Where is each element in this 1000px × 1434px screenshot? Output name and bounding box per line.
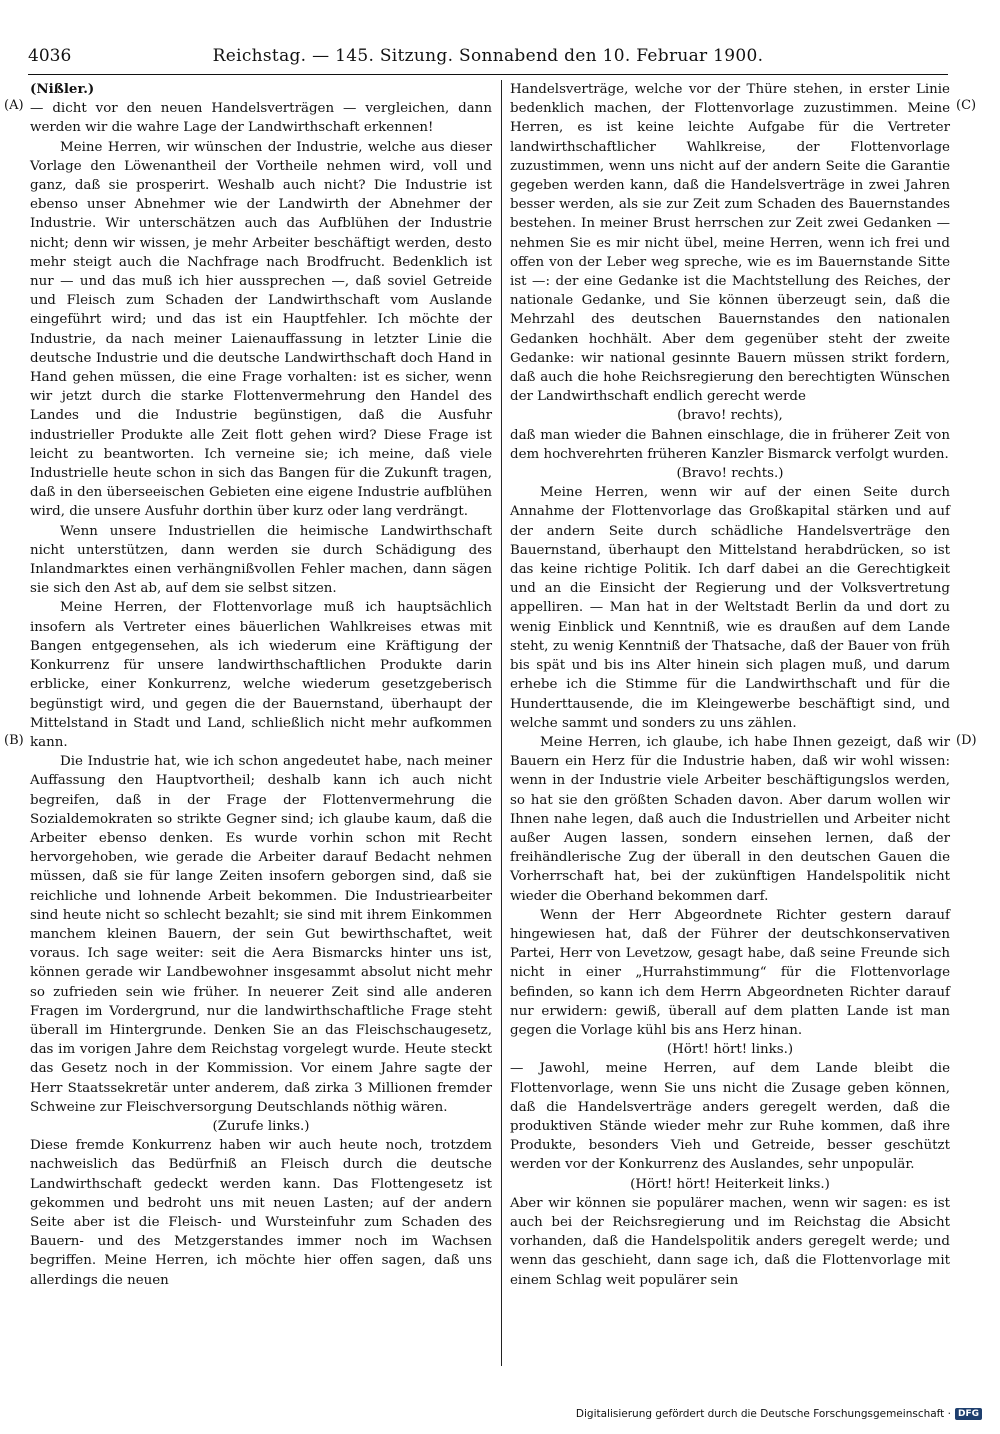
paragraph-continuation: daß man wieder die Bahnen einschlage, die in früherer Zeit von dem hochverehrten früheren Kanzler Bismarck verfolgt wurden. [510,427,950,462]
paragraph: Meine Herren, der Flottenvorlage muß ich hauptsächlich insofern als Vertreter eines bäuerlichen Wahlkreises etwas mit Bangen entgegensehen, als ich wiederum eine Kräftigung der Konkurrenz für unsere landwirthschaftlichen Produkte darin erblicke, einer Konkurrenz, welche wiederum gesetzgeberisch begünstigt wird, und gegen die der Bauernstand, überhaupt der Mittelstand in Stadt und Land, schließlich nicht mehr aufkommen kann. [30,600,492,750]
paragraph-continuation: Handelsverträge, welche vor der Thüre stehen, in erster Linie bedenklich machen, der Flottenvorlage zuzustimmen. Meine Herren, es ist keine leichte Aufgabe für die Vertreter landwirthschaftlicher Wahlkreise, der Flottenvorlage zuzustimmen, wenn uns nicht auf der andern Seite die Garantie gegeben werden kann, daß die Handelsverträge in zwei Jahren besser werden, als sie zur Zeit zum Schaden des Bauernstandes bestehen. In meiner Brust herrschen zur Zeit zwei Gedanken — nehmen Sie es mir nicht übel, meine Herren, wenn ich frei und offen von der Leber weg spreche, wie es im Bauernstande Sitte ist —: der eine Gedanke ist die Machtstellung des Reiches, der nationale Gedanke, und Sie können überzeugt sein, daß die Mehrzahl des deutschen Bauernstandes den nationalen Gedanken hochhält. Aber dem gegenüber steht der zweite Gedanke: wir national gesinnte Bauern müssen strikt fordern, daß auch die hohe Reichsregierung den berechtigten Wünschen der Landwirthschaft endlich gerecht werde [510,82,950,405]
paragraph: Wenn unsere Industriellen die heimische Landwirthschaft nicht unterstützen, dann werden sie durch Schädigung des Inlandmarktes einen verhängnißvollen Fehler machen, dann sägen sie sich den Ast ab, auf dem sie selbst sitzen. [30,523,492,597]
dfg-logo-icon: DFG [955,1408,982,1420]
margin-mark-d: (D) [956,733,977,748]
footer-credit [576,1408,982,1420]
left-text-column [30,80,492,1366]
page-number: 4036 [28,46,72,66]
interjection: (Bravo! rechts.) [676,466,784,482]
paragraph: Meine Herren, wenn wir auf der einen Seite durch Annahme der Flottenvorlage das Großkapital stärken und auf der andern Seite durch schädliche Handelsverträge den Bauernstand, überhaupt den Mittelstand herabdrücken, so ist das keine richtige Politik. Ich darf dabei an die Gerechtigkeit und an die Einsicht der Regierung und der Volksvertretung appelliren. — Man hat in der Weltstadt Berlin da und dort zu wenig Einblick und Kenntniß, wie es draußen auf dem Lande steht, zu wenig Kenntniß der Thatsache, daß der Bauer von früh bis spät und bis ins Alter hinein sich plagen muß, und darum erhebe ich die Stimme für die Landwirthschaft und für die Hunderttausende, die im Kleingewerbe beschäftigt sind, und welche sammt und sonders zu uns zählen. [510,485,950,731]
paragraph-continuation: — dicht vor den neuen Handelsverträgen — vergleichen, dann werden wir die wahre Lage der Landwirthschaft erkennen! [30,101,492,136]
paragraph: Die Industrie hat, wie ich schon angedeutet habe, nach meiner Auffassung den Hauptvortheil; deshalb kann ich auch nicht begreifen, daß in der Frage der Flottenvermehrung die Sozialdemokraten so strikte Gegner sind; ich glaube kaum, daß die Arbeiter ebenso denken. Es wurde vorhin schon mit Recht hervorgehoben, wie gerade die Arbeiter darauf Bedacht nehmen müssen, daß sie für lange Zeiten insofern geborgen sind, daß sie reichliche und lohnende Arbeit bekommen. Die Industriearbeiter sind heute nicht so schlecht bezahlt; sie sind mit ihrem Einkommen manchem kleinen Bauern, der sein Gut bewirthschaftet, weit voraus. Ich sage weiter: seit die Aera Bismarcks hinter uns ist, können gerade wir Landbewohner insgesammt absolut nicht mehr so zufrieden sein wie früher. In neuerer Zeit sind alle anderen Fragen im Vordergrund, nur die landwirthschaftliche Frage steht überall im Hintergrunde. Denken Sie an das Fleischschaugesetz, das im vorigen Jahre dem Reichstag vorgelegt wurde. Heute steckt das Gesetz noch in der Kommission. Vor einem Jahre sagte der Herr Staatssekretär unter anderem, daß zirka 3 Millionen fremder Schweine zur Fleischversorgung Deutschlands nöthig wären. [30,754,492,1115]
margin-mark-b: (B) [4,733,24,748]
paragraph-continuation: Diese fremde Konkurrenz haben wir auch heute noch, trotzdem nachweislich das Bedürfniß an Fleisch durch die deutsche Landwirthschaft gedeckt werden kann. Das Flottengesetz ist gekommen und bedroht uns mit neuen Lasten; auf der andern Seite aber ist die Fleisch- und Wursteinfuhr zum Schaden des Bauern- und des Metzgerstandes immer noch im Wachsen begriffen. Meine Herren, ich möchte hier offen sagen, daß uns allerdings die neuen [30,1138,492,1288]
margin-mark-a: (A) [4,98,24,113]
interjection: (Hört! hört! Heiterkeit links.) [630,1176,830,1192]
paragraph: Meine Herren, wir wünschen der Industrie, welche aus dieser Vorlage den Löwenantheil der Vortheile nehmen wird, voll und ganz, daß sie prosperirt. Weshalb auch nicht? Die Industrie ist ebenso unser Abnehmer wie der Landwirth der Abnehmer der Industrie. Wir unterschätzen auch das Aufblühen der Industrie nicht; denn wir wissen, je mehr Arbeiter beschäftigt werden, desto mehr steigt auch die Nachfrage nach Brodfrucht. Bedenklich ist nur — und das muß ich hier aussprechen —, daß soviel Getreide und Fleisch zum Schaden der Landwirthschaft vom Auslande eingeführt wird; und das ist ein Hauptfehler. Ich möchte der Industrie, da nach meiner Laienauffassung in letzter Linie die deutsche Industrie und die deutsche Landwirthschaft doch Hand in Hand gehen müssen, die eine Frage vorhalten: ist es sicher, wenn wir jetzt durch die starke Flottenvermehrung den Handel des Landes und die Industrie begünstigen, daß die Ausfuhr industrieller Produkte alle Zeit flott gehen wird? Diese Frage ist leicht zu beantworten. Ich verneine sie; ich meine, daß viele Industrielle heute schon in sich das Bangen für die Zukunft tragen, daß in den überseeischen Gebieten eine eigene Industrie aufblühen wird, die unsere Ausfuhr dorthin über kurz oder lang verdrängt. [30,139,492,520]
column-divider [501,80,502,1366]
page-title: Reichstag. — 145. Sitzung. Sonnabend den 10. Februar 1900. [212,46,764,66]
interjection: (Hört! hört! links.) [666,1042,794,1058]
paragraph-continuation: Aber wir können sie populärer machen, wenn wir sagen: es ist auch bei der Reichsregierung und im Reichstag die Absicht vorhanden, daß die Handelspolitik anders geregelt werde; und wenn das geschieht, dann sage ich, daß die Flottenvorlage mit einem Schlag weit populärer sein [510,1195,950,1288]
paragraph: Meine Herren, ich glaube, ich habe Ihnen gezeigt, daß wir Bauern ein Herz für die Industrie haben, daß wir wohl wissen: wenn in der Industrie viele Arbeiter beschäftigungslos werden, so hat sie den größten Schaden davon. Aber darum wollen wir Ihnen nahe legen, daß auch die Industriellen und Arbeiter nicht außer Augen lassen, sondern einsehen lernen, daß der freihändlerische Zug der überall in den deutschen Gauen die Vorherrschaft hat, bei der zukünftigen Handelspolitik nicht wieder die Oberhand bekommen darf. [510,734,950,904]
paragraph: Wenn der Herr Abgeordnete Richter gestern darauf hingewiesen hat, daß der Führer der deutschkonservativen Partei, Herr von Levetzow, gesagt habe, daß seine Freunde sich nicht in einer „Hurrahstimmung“ für die Flottenvorlage befinden, so kann ich dem Herrn Abgeordneten Richter darauf nur erwidern: gewiß, überall auf dem platten Lande ist man gegen die Vorlage kühl bis ans Herz hinan. [510,907,950,1038]
interjection: (bravo! rechts), [677,408,783,424]
page-header [28,40,948,75]
margin-mark-c: (C) [956,98,977,113]
paragraph-continuation: — Jawohl, meine Herren, auf dem Lande bleibt die Flottenvorlage, wenn Sie uns nicht die Zusage geben können, daß die Handelsverträge anders geregelt werden, daß die produktiven Stände wieder mehr zur Ruhe kommen, daß ihre Produkte, besonders Vieh und Getreide, besser geschützt werden vor der Konkurrenz des Auslandes, sehr unpopulär. [510,1061,950,1173]
right-text-column [510,80,950,1366]
footer-text: Digitalisierung gefördert durch die Deutsche Forschungsgemeinschaft · [575,1408,951,1420]
speaker-name: (Nißler.) [30,81,95,97]
interjection: (Zurufe links.) [212,1118,310,1134]
